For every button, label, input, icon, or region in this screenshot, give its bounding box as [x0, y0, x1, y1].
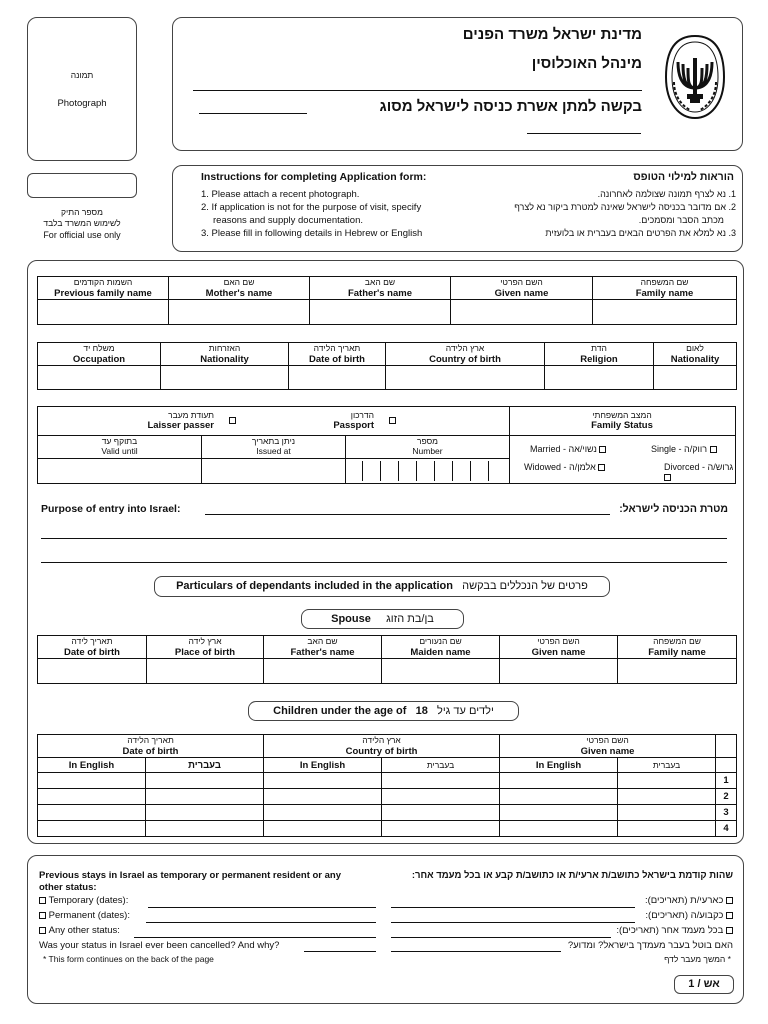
child-cell[interactable]: [382, 805, 500, 821]
digit-separator: [434, 461, 435, 481]
digit-separator: [398, 461, 399, 481]
status-widowed[interactable]: Widowed - אלמן/ה: [524, 462, 605, 472]
stays-title-en-1: Previous stays in Israel as temporary or permanent resident or any: [39, 870, 342, 881]
child-cell[interactable]: [146, 805, 264, 821]
digit-separator: [488, 461, 489, 481]
index-blank: [716, 758, 737, 773]
instruction-he-1: 1. נא לצרף תמונה שצולמה לאחרונה.: [597, 189, 736, 199]
children-dob-header: תאריך הלידה Date of birth: [38, 735, 264, 758]
spouse-maiden-header: שם הנעורים Maiden name: [382, 636, 500, 659]
table-row: [38, 805, 737, 821]
child-cell[interactable]: [38, 805, 146, 821]
state-emblem-icon: [660, 32, 730, 122]
visa-type-line[interactable]: [199, 113, 307, 114]
table-row: [38, 773, 737, 789]
previous-stays-box: [27, 855, 744, 1004]
digit-separator: [362, 461, 363, 481]
table-row: [38, 821, 737, 837]
sub-header-hebrew: בעברית: [382, 758, 500, 773]
digit-separator: [452, 461, 453, 481]
children-index-header: [716, 735, 737, 758]
instruction-en-1: 1. Please attach a recent photograph.: [201, 189, 360, 200]
child-cell[interactable]: [146, 821, 264, 837]
child-cell[interactable]: [382, 821, 500, 837]
child-cell[interactable]: [500, 789, 618, 805]
row-number: 4: [716, 821, 737, 837]
sub-header-english: In English: [500, 758, 618, 773]
family-name-header: שם המשפחה Family name: [593, 277, 737, 300]
permanent-dates-line-en[interactable]: [146, 922, 376, 923]
nationality-field[interactable]: [654, 366, 737, 390]
form-continues-he: * המשך מעבר לדף: [664, 954, 731, 964]
official-he-1: מספר התיק: [61, 207, 103, 217]
official-en: For official use only: [43, 230, 121, 240]
purpose-label-en: Purpose of entry into Israel:: [41, 503, 181, 515]
cancelled-line-en[interactable]: [304, 951, 376, 952]
spouse-maiden-field[interactable]: [382, 659, 500, 684]
date-of-birth-header: תאריך הלידה Date of birth: [289, 343, 386, 366]
passport-checkbox[interactable]: [389, 417, 396, 424]
issued-at-label: ניתן בתאריך Issued at: [251, 436, 296, 456]
cancelled-question-en: Was your status in Israel ever been cancelled? And why?: [39, 940, 280, 951]
child-cell[interactable]: [382, 773, 500, 789]
date-of-birth-field[interactable]: [289, 366, 386, 390]
occupation-field[interactable]: [38, 366, 161, 390]
instruction-en-3: 3. Please fill in following details in Hebrew or English: [201, 228, 423, 239]
issued-at-field[interactable]: [202, 459, 345, 483]
personal-names-table: [37, 276, 737, 325]
temporary-dates-line-en[interactable]: [148, 907, 376, 908]
permanent-option-en[interactable]: Permanent (dates):: [39, 910, 130, 921]
status-single[interactable]: Single - רווק/ה: [651, 444, 717, 454]
child-cell[interactable]: [38, 789, 146, 805]
child-cell[interactable]: [618, 773, 716, 789]
child-cell[interactable]: [618, 805, 716, 821]
children-table: [37, 734, 737, 837]
given-name-header: השם הפרטי Given name: [451, 277, 593, 300]
stays-title-en-2: other status:: [39, 882, 97, 893]
row-number: 1: [716, 773, 737, 789]
instructions-box: [172, 165, 743, 252]
header-divider: [193, 90, 642, 91]
married-checkbox[interactable]: [599, 446, 606, 453]
widowed-checkbox[interactable]: [598, 464, 605, 471]
spouse-given-field[interactable]: [500, 659, 618, 684]
other-status-line-en[interactable]: [134, 937, 376, 938]
child-cell[interactable]: [38, 773, 146, 789]
permanent-option-he[interactable]: כקבוע/ה (תאריכים):: [645, 910, 733, 921]
laisser-passer-label: תעודת מעבר Laisser passer: [147, 410, 214, 431]
divorced-checkbox[interactable]: [664, 474, 671, 481]
previous-family-name-field[interactable]: [38, 300, 169, 325]
purpose-line-2[interactable]: [41, 538, 727, 539]
citizenship-header: האזרחות Nationality: [161, 343, 289, 366]
fathers-name-field[interactable]: [310, 300, 451, 325]
instructions-title-he: הוראות למילוי הטופס: [633, 171, 734, 183]
photo-label-he: תמונה: [70, 70, 94, 80]
temporary-checkbox-he[interactable]: [726, 897, 733, 904]
religion-header: הדת Religion: [545, 343, 654, 366]
row-number: 2: [716, 789, 737, 805]
purpose-line-3[interactable]: [41, 562, 727, 563]
spouse-dob-field[interactable]: [38, 659, 147, 684]
given-name-field[interactable]: [451, 300, 593, 325]
dependants-heading: Particulars of dependants included in the application פרטים של הנכללים בבקשה: [154, 576, 610, 597]
spouse-father-field[interactable]: [264, 659, 382, 684]
digit-separator: [416, 461, 417, 481]
status-married[interactable]: Married - נשוי/אה: [530, 444, 606, 454]
temporary-option-he[interactable]: כארעי/ת (תאריכים):: [645, 895, 733, 906]
permanent-checkbox[interactable]: [39, 912, 46, 919]
passport-number-field[interactable]: [346, 459, 509, 483]
children-heading: Children under the age of 18 ילדים עד גיל: [248, 701, 519, 721]
digit-separator: [380, 461, 381, 481]
child-cell[interactable]: [500, 805, 618, 821]
child-cell[interactable]: [146, 789, 264, 805]
header-title-admin: מינהל האוכלוסין: [531, 55, 642, 72]
occupation-header: משלח יד Occupation: [38, 343, 161, 366]
permanent-checkbox-he[interactable]: [726, 912, 733, 919]
purpose-line-1[interactable]: [205, 514, 610, 515]
child-cell[interactable]: [500, 821, 618, 837]
temporary-option-en[interactable]: Temporary (dates):: [39, 895, 128, 906]
children-given-header: השם הפרטי Given name: [500, 735, 716, 758]
fathers-name-header: שם האב Father's name: [310, 277, 451, 300]
instructions-title-en: Instructions for completing Application form:: [201, 171, 427, 183]
spouse-family-field[interactable]: [618, 659, 737, 684]
instruction-he-2: 2. אם מדובר בכניסה לישראל שאינה למטרת ביקור נא לצרף: [514, 202, 736, 212]
digit-separator: [470, 461, 471, 481]
child-cell[interactable]: [500, 773, 618, 789]
permanent-dates-line-he[interactable]: [391, 922, 635, 923]
child-cell[interactable]: [264, 773, 382, 789]
child-cell[interactable]: [382, 789, 500, 805]
family-status-label: המצב המשפחתי Family Status: [591, 410, 653, 431]
spouse-given-header: השם הפרטי Given name: [500, 636, 618, 659]
cancelled-question-he: האם בוטל בעבר מעמדך בישראל? ומדוע?: [567, 940, 733, 951]
laisser-passer-checkbox[interactable]: [229, 417, 236, 424]
table-row: [38, 789, 737, 805]
header-title-request: בקשה למתן אשרת כניסה לישראל מסוג: [379, 98, 642, 115]
temporary-checkbox[interactable]: [39, 897, 46, 904]
passport-status-table: [37, 406, 736, 484]
spouse-pob-header: ארץ לידה Place of birth: [147, 636, 264, 659]
passport-label: הדרכון Passport: [333, 410, 374, 431]
valid-until-field[interactable]: [38, 459, 201, 483]
photo-box[interactable]: [27, 17, 137, 161]
single-checkbox[interactable]: [710, 446, 717, 453]
mothers-name-field[interactable]: [169, 300, 310, 325]
file-number-box[interactable]: [27, 173, 137, 198]
spouse-dob-header: תאריך לידה Date of birth: [38, 636, 147, 659]
child-cell[interactable]: [264, 789, 382, 805]
sub-header-english: In English: [38, 758, 146, 773]
instruction-en-2b: reasons and supply documentation.: [213, 215, 363, 226]
spouse-pob-field[interactable]: [147, 659, 264, 684]
header-title-state: מדינת ישראל משרד הפנים: [462, 26, 642, 43]
official-he-2: לשימוש המשרד בלבד: [43, 218, 121, 228]
child-cell[interactable]: [146, 773, 264, 789]
horizontal-divider-status: [509, 435, 735, 436]
header-sub-line[interactable]: [527, 133, 641, 134]
cancelled-line-he[interactable]: [391, 951, 561, 952]
child-cell[interactable]: [264, 821, 382, 837]
stays-title-he: שהות קודמת בישראל כתושב/ת ארעי/ת או כתושב/ת קבע או בכל מעמד אחר:: [411, 870, 733, 881]
sub-header-hebrew: בעברית: [618, 758, 716, 773]
instruction-he-3: 3. נא למלא את הפרטים הבאים בעברית או בלועזית: [545, 228, 736, 238]
spouse-family-header: שם המשפחה Family name: [618, 636, 737, 659]
mothers-name-header: שם האם Mother's name: [169, 277, 310, 300]
child-cell[interactable]: [264, 805, 382, 821]
spouse-heading: Spouse בן/בת הזוג: [301, 609, 464, 629]
religion-field[interactable]: [545, 366, 654, 390]
other-status-option-he[interactable]: בכל מעמד אחר (תאריכים):: [616, 925, 733, 936]
other-status-checkbox-he[interactable]: [726, 927, 733, 934]
other-status-line-he[interactable]: [391, 937, 611, 938]
children-cob-header: ארץ הלידה Country of birth: [264, 735, 500, 758]
citizenship-field[interactable]: [161, 366, 289, 390]
spouse-table: [37, 635, 737, 684]
child-cell[interactable]: [618, 789, 716, 805]
temporary-dates-line-he[interactable]: [391, 907, 635, 908]
country-of-birth-field[interactable]: [386, 366, 545, 390]
family-name-field[interactable]: [593, 300, 737, 325]
sub-header-english: In English: [264, 758, 382, 773]
country-of-birth-header: ארץ הלידה Country of birth: [386, 343, 545, 366]
passport-number-label: מספר Number: [412, 436, 443, 456]
valid-until-label: בתוקף עד Valid until: [101, 436, 138, 456]
child-cell[interactable]: [38, 821, 146, 837]
other-status-checkbox[interactable]: [39, 927, 46, 934]
previous-family-name-header: השמות הקודמים Previous family name: [38, 277, 169, 300]
personal-details-table: [37, 342, 737, 390]
status-divorced[interactable]: Divorced - גרוש/ה: [664, 462, 735, 482]
photo-label-en: Photograph: [57, 98, 107, 109]
form-continues-en: * This form continues on the back of the page: [43, 954, 214, 964]
purpose-label-he: מטרת הכניסה לישראל:: [619, 503, 728, 515]
page-number-badge: אש / 1: [674, 975, 734, 994]
nationality-header: לאום Nationality: [654, 343, 737, 366]
header-box: [172, 17, 743, 151]
instruction-he-2b: מכתב הסבר ומסמכים.: [638, 215, 724, 225]
spouse-father-header: שם האב Father's name: [264, 636, 382, 659]
child-cell[interactable]: [618, 821, 716, 837]
other-status-option-en[interactable]: Any other status:: [39, 925, 120, 936]
row-number: 3: [716, 805, 737, 821]
sub-header-hebrew: בעברית: [146, 758, 264, 773]
instruction-en-2: 2. If application is not for the purpose of visit, specify: [201, 202, 422, 213]
